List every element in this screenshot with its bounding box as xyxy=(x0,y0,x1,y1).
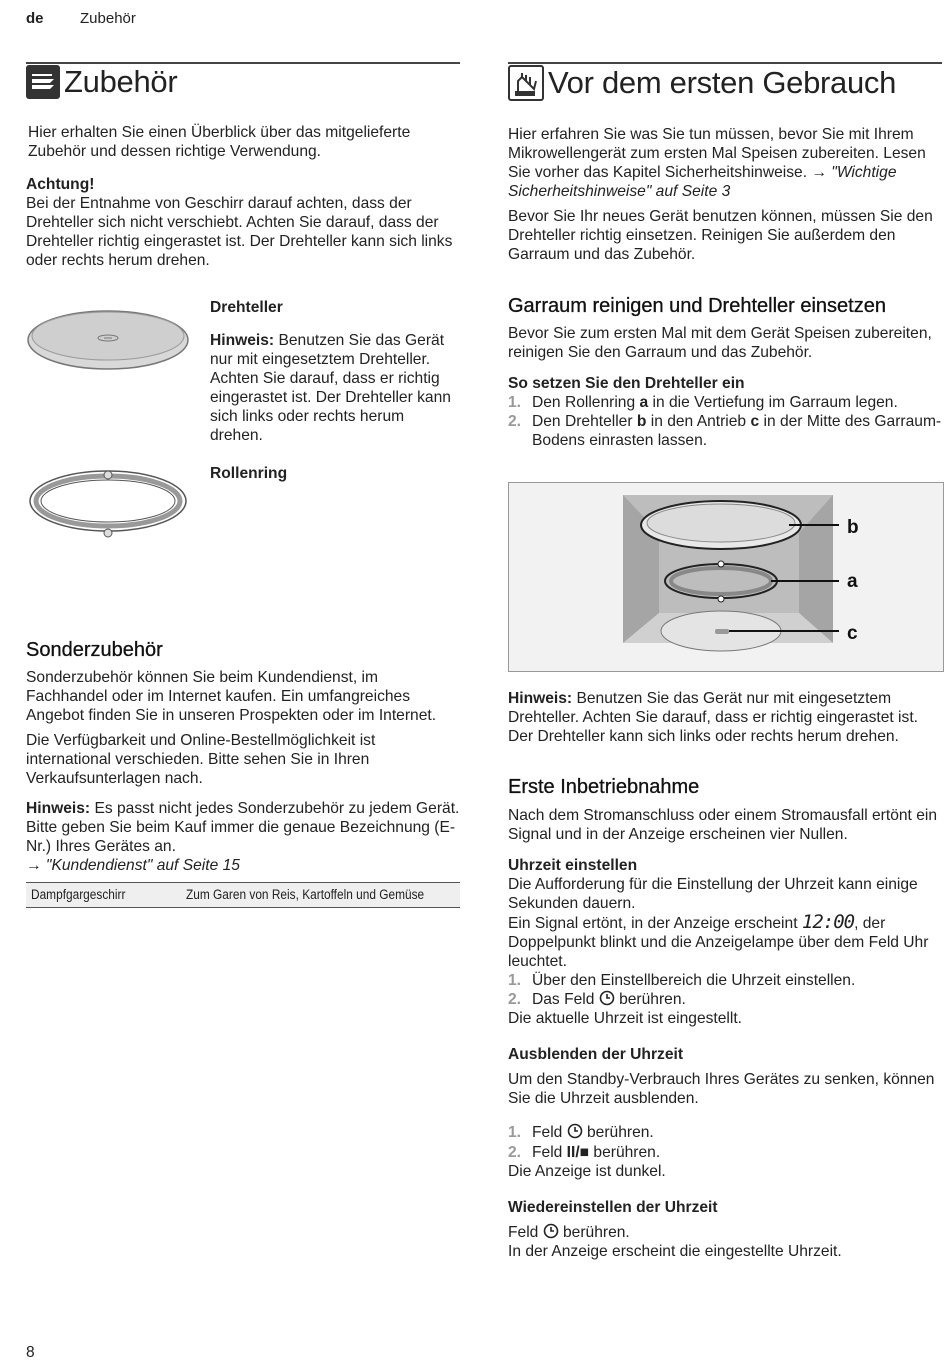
label-b: b xyxy=(847,517,859,538)
aus-heading: Ausblenden der Uhrzeit xyxy=(508,1046,684,1063)
step-number: 2. xyxy=(508,413,522,430)
roller-ring-image xyxy=(26,463,190,543)
garraum-text: Bevor Sie zum ersten Mal mit dem Gerät Speisen zubereiten, reinigen Sie den Garraum und das Zubehör. xyxy=(508,325,932,361)
wieder-text: berühren. xyxy=(558,1224,630,1241)
wieder-paragraph-1 xyxy=(508,1223,942,1242)
aus-text: Um den Standby-Verbrauch Ihres Gerätes zu senken, können Sie die Uhrzeit ausblenden. xyxy=(508,1071,935,1107)
step-text: berühren. xyxy=(589,1144,661,1161)
step-bold: c xyxy=(750,413,760,430)
erste-text: Nach dem Stromanschluss oder einem Stromausfall ertönt ein Signal und in der Anzeige erscheinen vier Nullen. xyxy=(508,807,938,843)
right-column-lower xyxy=(508,689,942,1261)
step-text: Den Drehteller xyxy=(532,413,637,430)
setzen-steps xyxy=(508,393,942,450)
uhr-paragraph-1: Die Aufforderung für die Einstellung der Uhrzeit kann einige Sekunden dauern. xyxy=(508,876,918,912)
sonder-paragraph-2: Die Verfügbarkeit und Online-Bestellmöglichkeit ist international verschieden. Bitte sehen Sie in Ihren Verkaufsunterlagen nach. xyxy=(26,732,376,787)
intro-text: Hier erfahren Sie was Sie tun müssen, bevor Sie mit Ihrem Mikrowellengerät zum ersten Mal Speisen zubereiten. Lesen Sie vorher das Kapitel Sicherheitshinweise. xyxy=(508,126,926,181)
step-number: 1. xyxy=(508,394,522,411)
step-text: Feld xyxy=(532,1144,567,1161)
warning-title: Achtung! xyxy=(26,176,95,193)
uhr-text: Ein Signal ertönt, in der Anzeige erscheint xyxy=(508,915,802,932)
step-text: berühren. xyxy=(582,1124,654,1141)
aus-steps xyxy=(508,1123,942,1162)
start-stop-symbol: II/■ xyxy=(566,1144,590,1161)
accessory-table-row xyxy=(26,882,460,908)
sonder-paragraph-1: Sonderzubehör können Sie beim Kundendienst, im Fachhandel oder im Internet kaufen. Ein umfangreiches Angebot finden Sie in unseren Prospekten oder im Internet. xyxy=(26,669,437,724)
reference-link[interactable]: "Kundendienst" auf Seite 15 xyxy=(41,857,240,874)
uhr-result: Die aktuelle Uhrzeit ist eingestellt. xyxy=(508,1010,743,1027)
wieder-paragraph-2: In der Anzeige erscheint die eingestellte Uhrzeit. xyxy=(508,1243,842,1260)
accessory-description: Zum Garen von Reis, Kartoffeln und Gemüse xyxy=(186,887,425,902)
step-number: 2. xyxy=(508,1144,522,1161)
running-header xyxy=(26,10,136,27)
oven-interior-figure xyxy=(508,482,944,672)
note-text: Es passt nicht jedes Sonderzubehör zu jedem Gerät. Bitte geben Sie beim Kauf immer die genaue Bezeichnung (E-Nr.) Ihres Gerätes an. xyxy=(26,800,460,855)
step-text: Über den Einstellbereich die Uhrzeit einstellen. xyxy=(532,972,856,989)
list-item xyxy=(508,971,942,990)
step-number: 2. xyxy=(508,991,522,1008)
section-heading-gebrauch xyxy=(508,62,942,101)
sonder-heading: Sonderzubehör xyxy=(26,639,163,661)
list-item xyxy=(508,990,942,1009)
page-number: 8 xyxy=(26,1344,35,1361)
intro-paragraph xyxy=(508,125,942,201)
warning-text: Bei der Entnahme von Geschirr darauf achten, dass der Drehteller sich nicht verschiebt. Achten Sie darauf, dass der Drehteller richtig eingerastet ist. Der Drehteller kann sich links oder rechts herum drehen. xyxy=(26,195,453,269)
accessory-name: Dampfgargeschirr xyxy=(31,887,126,902)
step-text: in der Mitte des Garraum-Bodens einrasten lassen. xyxy=(532,413,942,449)
uhr-paragraph-2 xyxy=(508,913,942,971)
figure-note xyxy=(508,689,942,746)
clock-icon xyxy=(599,990,615,1006)
step-text: in den Antrieb xyxy=(646,413,751,430)
wieder-heading: Wiedereinstellen der Uhrzeit xyxy=(508,1199,718,1216)
step-bold: a xyxy=(639,394,649,411)
note-label: Hinweis: xyxy=(26,800,91,817)
step-text: berühren. xyxy=(614,991,686,1008)
roller-ring-label: Rollenring xyxy=(210,465,288,482)
step-text: in die Vertiefung im Garraum legen. xyxy=(648,394,898,411)
reference-link[interactable]: "Wichtige Sicherheitshinweise" auf Seite 3 xyxy=(508,164,897,200)
step-text: Den Rollenring xyxy=(532,394,640,411)
garraum-heading: Garraum reinigen und Drehteller einsetzen xyxy=(508,295,886,317)
note-text: Benutzen Sie das Gerät nur mit eingesetztem Drehteller. Achten Sie darauf, dass er richtig eingerastet ist. Der Drehteller kann sich links oder rechts herum drehen. xyxy=(508,690,918,745)
turntable-label: Drehteller xyxy=(210,299,283,316)
intro-text: Hier erhalten Sie einen Überblick über das mitgelieferte Zubehör und dessen richtige Verwendung. xyxy=(28,124,411,160)
arrow-icon: → xyxy=(26,857,42,874)
label-a: a xyxy=(847,571,858,592)
clock-icon xyxy=(543,1223,559,1239)
arrow-icon: → xyxy=(811,164,827,181)
left-column xyxy=(26,62,460,875)
list-item xyxy=(508,393,942,412)
intro-paragraph-2: Bevor Sie Ihr neues Gerät benutzen können, müssen Sie den Drehteller richtig einsetzen. Reinigen Sie außerdem den Garraum und das Zubehör. xyxy=(508,208,933,263)
right-column xyxy=(508,62,942,450)
page-title: Zubehör xyxy=(64,64,178,99)
section-heading-zubehoer xyxy=(26,62,460,99)
step-text: Das Feld xyxy=(532,991,599,1008)
turntable-note xyxy=(210,331,460,445)
uhr-heading: Uhrzeit einstellen xyxy=(508,857,638,874)
turntable-image xyxy=(26,308,190,372)
setzen-heading: So setzen Sie den Drehteller ein xyxy=(508,375,745,392)
section-title: Vor dem ersten Gebrauch xyxy=(548,65,897,100)
note-text: Benutzen Sie das Gerät nur mit eingesetztem Drehteller. Achten Sie darauf, dass er richtig eingerastet ist. Der Drehteller kann sich links oder rechts herum drehen. xyxy=(210,332,451,444)
list-item xyxy=(508,1123,942,1142)
language-code: de xyxy=(26,10,44,27)
sonder-note xyxy=(26,799,460,856)
step-number: 1. xyxy=(508,972,522,989)
section-name: Zubehör xyxy=(80,10,136,27)
oven-diagram xyxy=(509,483,943,671)
list-item xyxy=(508,1143,942,1162)
accessory-figures xyxy=(26,298,460,598)
erste-heading: Erste Inbetriebnahme xyxy=(508,776,700,798)
uhr-text: , der Doppelpunkt blinkt und die Anzeigelampe über dem Feld Uhr leuchtet. xyxy=(508,915,929,970)
note-label: Hinweis: xyxy=(210,332,275,349)
aus-result: Die Anzeige ist dunkel. xyxy=(508,1163,666,1180)
accessories-icon xyxy=(26,65,60,99)
note-label: Hinweis: xyxy=(508,690,573,707)
step-number: 1. xyxy=(508,1124,522,1141)
list-item xyxy=(508,412,942,450)
clock-icon xyxy=(567,1123,583,1139)
step-bold: b xyxy=(636,413,647,430)
step-text: Feld xyxy=(532,1124,567,1141)
display-readout: 12:00 xyxy=(801,911,855,933)
uhr-steps xyxy=(508,971,942,1009)
wieder-text: Feld xyxy=(508,1224,543,1241)
hand-tool-icon xyxy=(508,65,544,101)
label-c: c xyxy=(847,623,858,644)
sonder-reference[interactable] xyxy=(26,856,460,875)
